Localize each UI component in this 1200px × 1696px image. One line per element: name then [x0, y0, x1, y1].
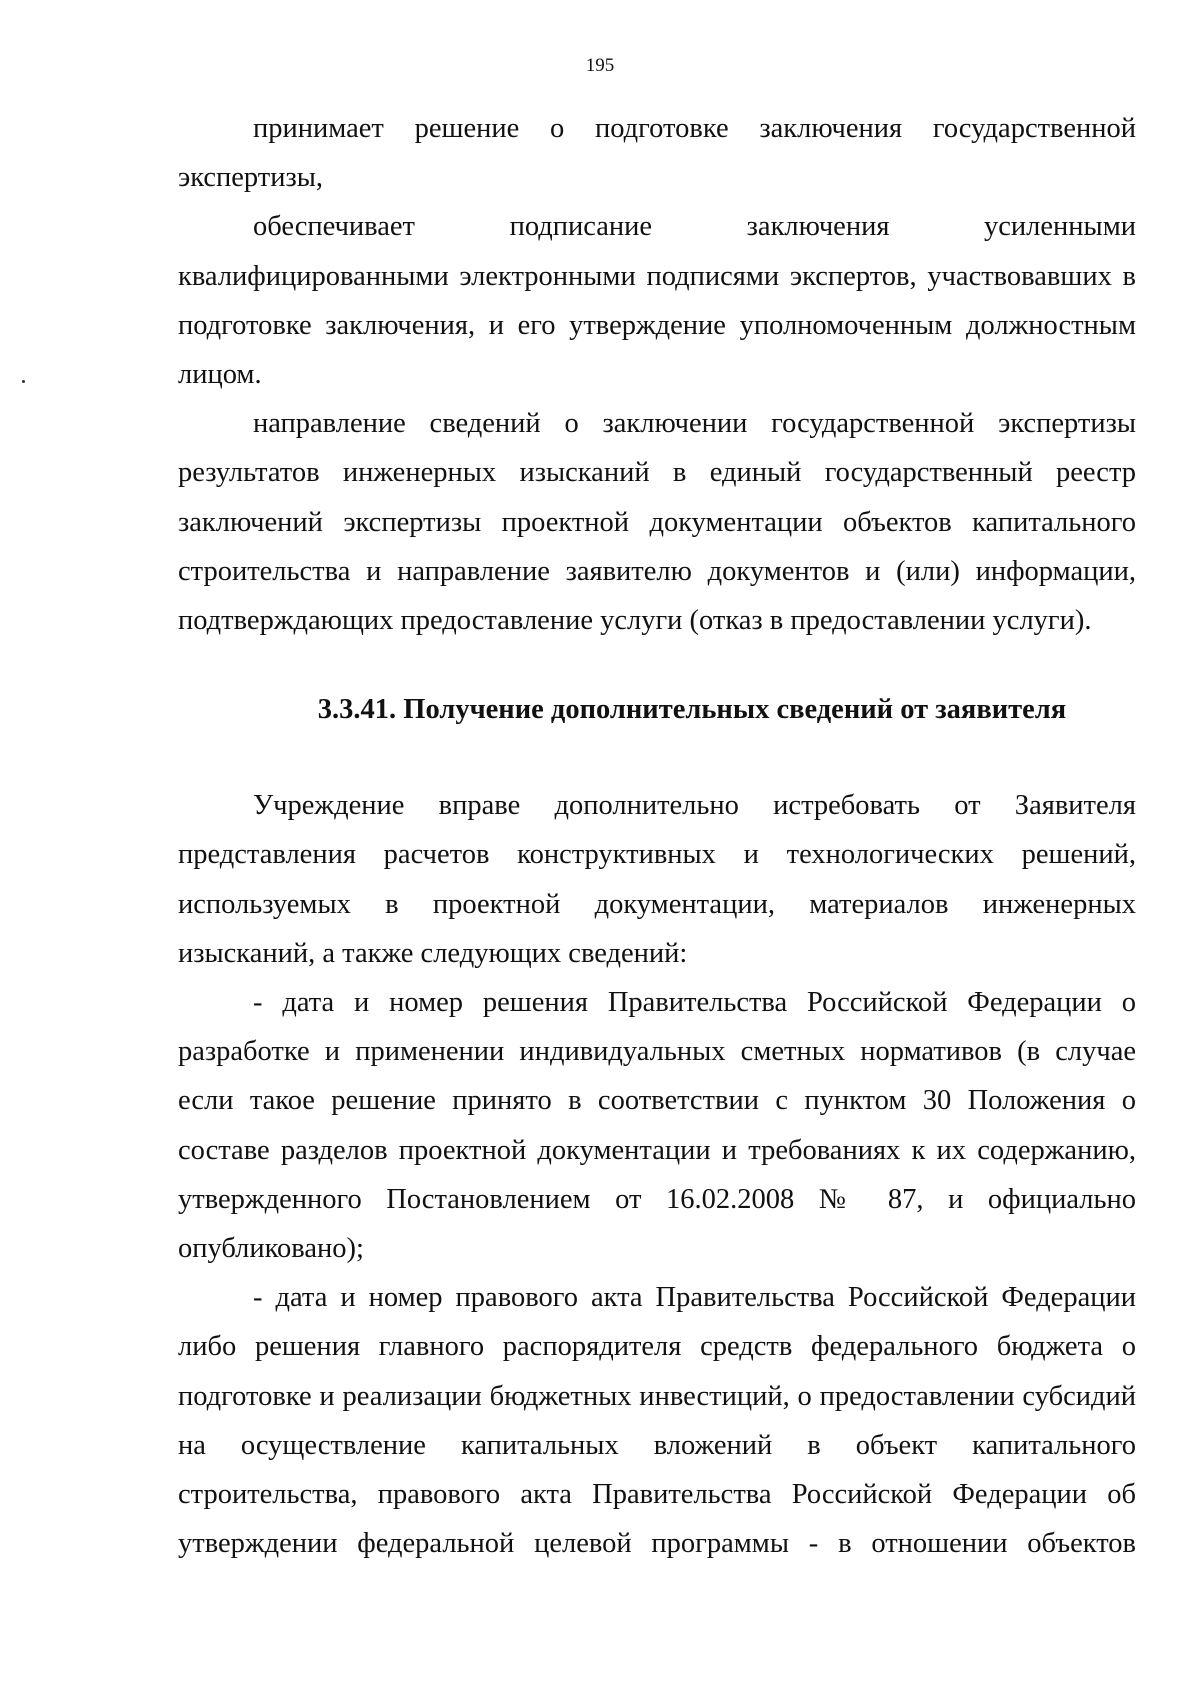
paragraph-registry: направление сведений о заключении государственной экспертизы результатов инженерных изысканий в единый государственный реестр заключений экспертизы проектной документации объектов капитального строительства и направление заявителю документов и (или) информации, подтверждающих предоставление услуги (отказ в предоставлении услуги).	[178, 408, 1136, 637]
list-item-legal-act: - дата и номер правового акта Правительства Российской Федерации либо решения главного распорядителя средств федерального бюджета о подготовке и реализации бюджетных инвестиций, о предоставлении субсидий на осуществление капитальных вложений в объект капитального строительства, правового акта Правительства Российской Федерации об утверждении федеральной целевой программы - в отношении объектов	[178, 1282, 1136, 1560]
paragraph-request-info: Учреждение вправе дополнительно истребовать от Заявителя представления расчетов конструктивных и технологических решений, используемых в проектной документации, материалов инженерных изысканий, а также следующих сведений:	[178, 790, 1136, 969]
list-item-estimate-norms: - дата и номер решения Правительства Российской Федерации о разработке и применении индивидуальных сметных нормативов (в случае если такое решение принято в соответствии с пунктом 30 Положения о составе разделов проектной документации и требованиях к их содержанию, утвержденного Постановлением от 16.02.2008 № 87, и официально опубликовано);	[178, 987, 1136, 1265]
section-heading: 3.3.41. Получение дополнительных сведений от заявителя	[317, 694, 1067, 726]
paragraph-signing: обеспечивает подписание заключения усиленными квалифицированными электронными подписями экспертов, участвовавших в подготовке заключения, и его утверждение уполномоченным должностным лицом.	[178, 211, 1136, 391]
paragraph-decision: принимает решение о подготовке заключения государственной экспертизы,	[178, 113, 1136, 194]
scan-artifact-dot	[22, 380, 25, 383]
document-body	[178, 104, 1136, 1568]
page-number: 195	[585, 55, 615, 76]
